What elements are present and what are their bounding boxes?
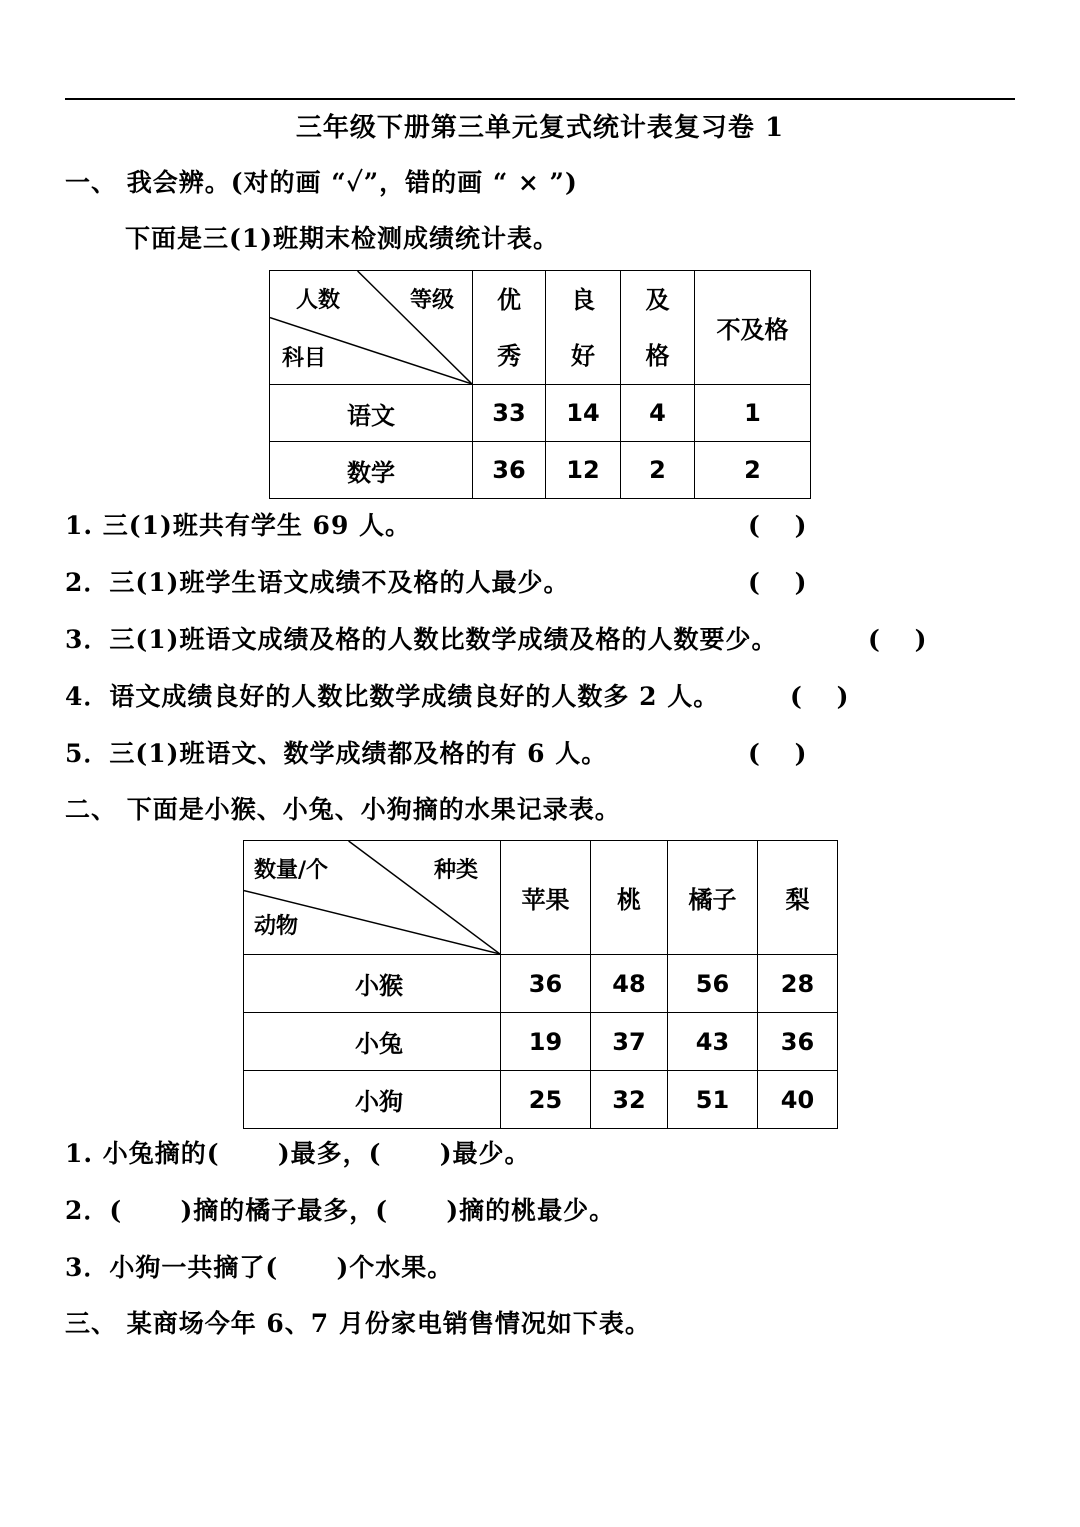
- table-cell: 36: [501, 955, 591, 1013]
- header-good: 良 好: [546, 271, 621, 385]
- table-row: [270, 442, 811, 499]
- score-table-corner-cell: [270, 271, 473, 385]
- row-label-math: 数学: [270, 442, 473, 499]
- corner-label-subject: 科目: [282, 345, 327, 371]
- answer-blank[interactable]: ( ): [748, 511, 807, 540]
- table-cell: 33: [473, 385, 546, 442]
- table-cell: 19: [501, 1013, 591, 1071]
- score-table: [269, 270, 811, 499]
- row-label-monkey: 小猴: [244, 955, 501, 1013]
- answer-blank[interactable]: ( ): [748, 739, 807, 768]
- question-1-1: 1. 三(1)班共有学生 69 人。: [65, 511, 412, 540]
- table-cell: 40: [758, 1071, 838, 1129]
- table-cell: 43: [668, 1013, 758, 1071]
- score-table-header-row: [270, 271, 811, 385]
- section3-heading: 三、 某商场今年 6、7 月份家电销售情况如下表。: [65, 1309, 651, 1338]
- question-2-3: 3．小狗一共摘了( )个水果。: [65, 1253, 454, 1282]
- answer-blank[interactable]: ( ): [790, 682, 849, 711]
- corner-label-animal: 动物: [254, 913, 299, 939]
- table-cell: 51: [668, 1071, 758, 1129]
- header-orange: 橘子: [668, 841, 758, 955]
- row-label-chinese: 语文: [270, 385, 473, 442]
- table-cell: 56: [668, 955, 758, 1013]
- table-row: [244, 1013, 838, 1071]
- table-cell: 25: [501, 1071, 591, 1129]
- top-rule: [65, 98, 1015, 100]
- header-excellent: 优 秀: [473, 271, 546, 385]
- question-1-5: 5．三(1)班语文、数学成绩都及格的有 6 人。: [65, 739, 608, 768]
- question-2-1: 1. 小兔摘的( )最多，( )最少。: [65, 1139, 531, 1168]
- table-cell: 48: [591, 955, 668, 1013]
- table-cell: 36: [758, 1013, 838, 1071]
- table-cell: 36: [473, 442, 546, 499]
- row-label-rabbit: 小兔: [244, 1013, 501, 1071]
- fruit-table: [243, 840, 838, 1129]
- question-2-2: 2．( )摘的橘子最多，( )摘的桃最少。: [65, 1196, 616, 1225]
- header-pear: 梨: [758, 841, 838, 955]
- answer-blank[interactable]: ( ): [868, 625, 927, 654]
- fruit-table-corner-cell: [244, 841, 501, 955]
- section2-heading: 二、 下面是小猴、小兔、小狗摘的水果记录表。: [65, 795, 621, 824]
- table-cell: 32: [591, 1071, 668, 1129]
- section1-intro: 下面是三(1)班期末检测成绩统计表。: [125, 224, 560, 253]
- corner-label-quantity: 数量/个: [254, 857, 329, 883]
- table-cell: 2: [695, 442, 811, 499]
- section1-heading: 一、 我会辨。(对的画 “✓”，错的画 “ × ”): [65, 168, 578, 197]
- table-cell: 37: [591, 1013, 668, 1071]
- row-label-dog: 小狗: [244, 1071, 501, 1129]
- header-fail: 不及格: [695, 271, 811, 385]
- table-cell: 2: [621, 442, 695, 499]
- corner-label-kind: 种类: [434, 857, 479, 883]
- header-peach: 桃: [591, 841, 668, 955]
- table-cell: 12: [546, 442, 621, 499]
- page-title: 三年级下册第三单元复式统计表复习卷 1: [295, 113, 785, 143]
- question-1-3: 3．三(1)班语文成绩及格的人数比数学成绩及格的人数要少。: [65, 625, 778, 654]
- question-1-4: 4．语文成绩良好的人数比数学成绩良好的人数多 2 人。: [65, 682, 720, 711]
- corner-label-count: 人数: [296, 287, 341, 313]
- answer-blank[interactable]: ( ): [748, 568, 807, 597]
- header-apple: 苹果: [501, 841, 591, 955]
- question-1-2: 2．三(1)班学生语文成绩不及格的人最少。: [65, 568, 570, 597]
- table-cell: 4: [621, 385, 695, 442]
- fruit-table-header-row: [244, 841, 838, 955]
- table-cell: 14: [546, 385, 621, 442]
- table-cell: 1: [695, 385, 811, 442]
- table-row: [244, 955, 838, 1013]
- table-row: [270, 385, 811, 442]
- corner-label-grade: 等级: [410, 287, 455, 313]
- table-row: [244, 1071, 838, 1129]
- header-pass: 及 格: [621, 271, 695, 385]
- table-cell: 28: [758, 955, 838, 1013]
